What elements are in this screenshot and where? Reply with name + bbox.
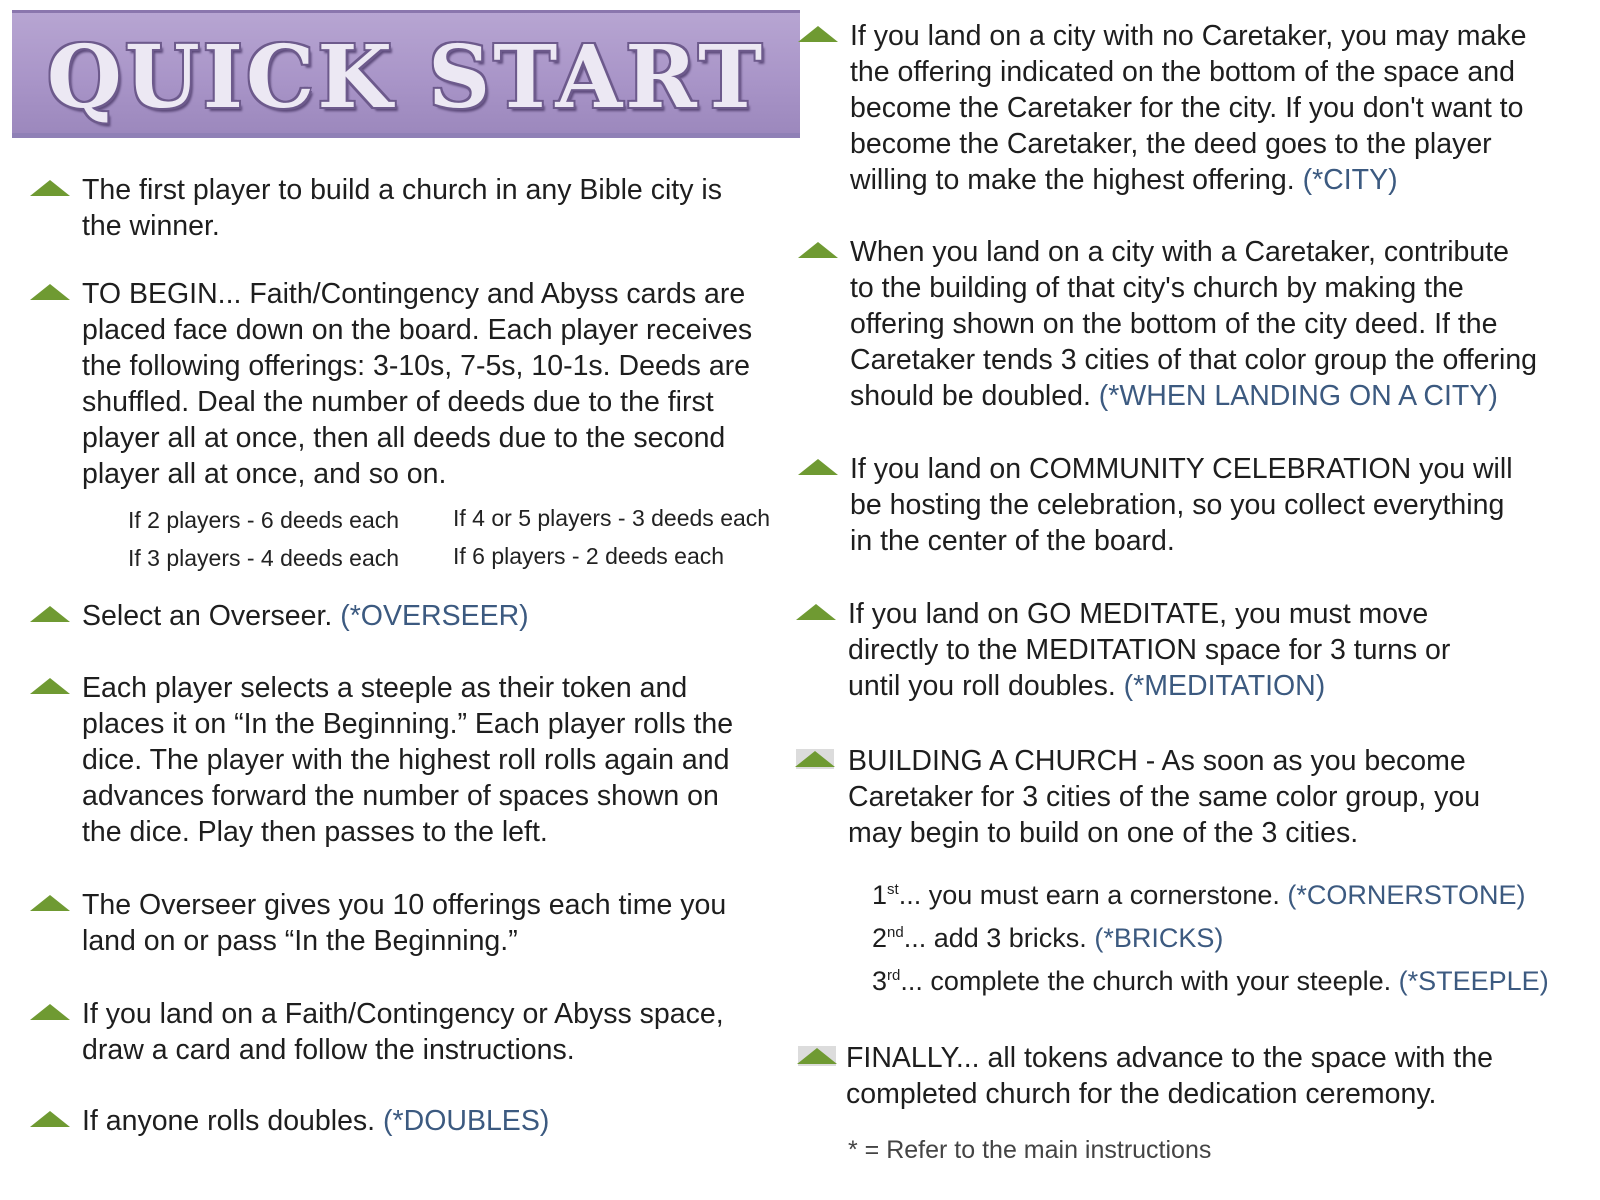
triangle-bullet-icon [30,895,70,911]
reference-tag: (*BRICKS) [1094,923,1224,953]
triangle-bullet-icon [796,604,836,620]
rule-text: If you land on GO MEDITATE, you must move directly to the MEDITATION space for 3 turns or until you roll doubles. [848,598,1451,702]
rule-text: If anyone rolls doubles. [82,1105,376,1137]
triangle-bullet-icon [798,459,838,475]
footnote: * = Refer to the main instructions [848,1136,1212,1164]
triangle-bullet-icon [30,180,70,196]
triangle-bullet-icon [798,1046,836,1066]
triangle-bullet-icon [30,678,70,694]
rule-text: BUILDING A CHURCH - As soon as you become Caretaker for 3 cities of the same color group, you may begin to build on one of the 3 cities. [848,745,1481,849]
reference-tag: (*MEDITATION) [1123,670,1326,702]
triangle-bullet-icon [796,749,834,769]
header-banner [12,10,800,138]
triangle-bullet-icon [798,242,838,258]
reference-tag: (*DOUBLES) [383,1105,550,1137]
triangle-bullet-icon [30,284,70,300]
deeds-3-players: If 3 players - 4 deeds each [128,545,400,571]
page-title: QUICK START [46,27,766,128]
reference-tag: (*STEEPLE) [1398,966,1549,996]
rule-text: FINALLY... all tokens advance to the space with the completed church for the dedication ceremony. [846,1042,1493,1110]
reference-tag: (*OVERSEER) [340,600,529,632]
build-step-1: 1st... you must earn a cornerstone. (*CORNERSTONE) [872,880,1526,910]
rule-text: Select an Overseer. [82,600,333,632]
rule-text: Each player selects a steeple as their token and places it on “In the Beginning.” Each player rolls the dice. The player with the highest roll rolls again and advances forward the number of spaces shown on the dice. Play then passes to the left. [82,672,734,848]
rule-text: The Overseer gives you 10 offerings each time you land on or pass “In the Beginning.” [82,889,727,957]
rule-text: When you land on a city with a Caretaker, contribute to the building of that city's church by making the offering shown on the bottom of the city deed. If the Caretaker tends 3 cities of that color group the offering should be doubled. [850,236,1538,412]
deeds-4-5-players: If 4 or 5 players - 3 deeds each [453,505,771,531]
deeds-2-players: If 2 players - 6 deeds each [128,507,400,533]
triangle-bullet-icon [30,1111,70,1127]
build-step-2: 2nd... add 3 bricks. (*BRICKS) [872,923,1224,953]
rule-text: If you land on a Faith/Contingency or Abyss space, draw a card and follow the instructions. [82,998,724,1066]
rule-text: If you land on COMMUNITY CELEBRATION you will be hosting the celebration, so you collect everything in the center of the board. [850,453,1513,557]
build-step-3: 3rd... complete the church with your steeple. (*STEEPLE) [872,966,1549,996]
reference-tag: (*CORNERSTONE) [1287,880,1526,910]
triangle-bullet-icon [30,1004,70,1020]
reference-tag: (*CITY) [1302,164,1398,196]
rule-text: If you land on a city with no Caretaker, you may make the offering indicated on the bottom of the space and become the Caretaker for the city. If you don't want to become the Caretaker, the deed goes to the player willing to make the highest offering. [850,20,1527,196]
rule-text: The first player to build a church in any Bible city is the winner. [82,174,722,242]
triangle-bullet-icon [798,26,838,42]
deeds-6-players: If 6 players - 2 deeds each [453,543,725,569]
triangle-bullet-icon [30,606,70,622]
reference-tag: (*WHEN LANDING ON A CITY) [1098,380,1498,412]
rule-text: TO BEGIN... Faith/Contingency and Abyss cards are placed face down on the board. Each player receives the following offerings: 3-10s, 7-5s, 10-1s. Deeds are shuffled. Deal the number of deeds due to the first player all at once, then all deeds due to the second player all at once, and so on. [82,278,753,490]
